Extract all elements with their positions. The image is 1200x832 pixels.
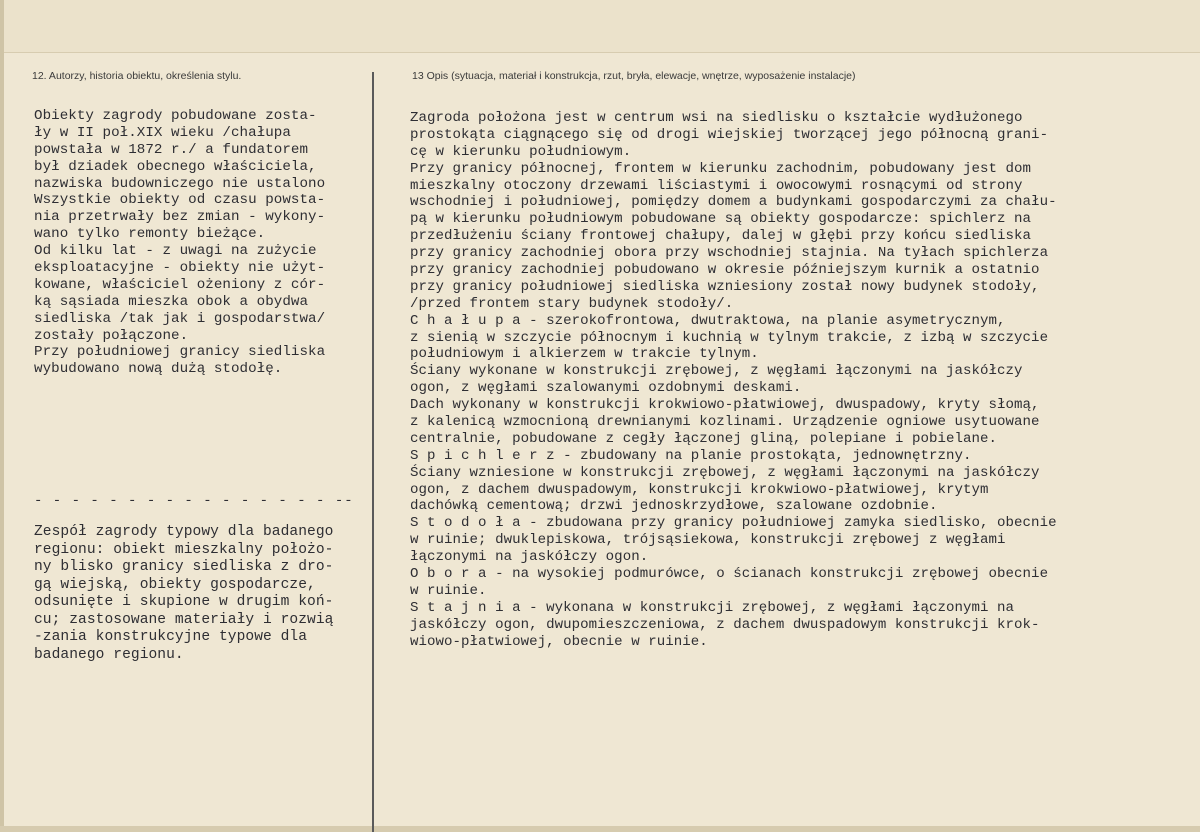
text-line: Obiekty zagrody pobudowane zosta-: [34, 108, 317, 124]
text-line: cę w kierunku południowym.: [410, 143, 632, 160]
text-line: cu; zastosowane materiały i rozwią: [34, 611, 334, 628]
left-paper-edge: [0, 0, 4, 832]
text-line: przy granicy zachodniej obora przy wschodniej stajnia. Na tyłach spichlerza: [410, 245, 1049, 262]
text-line: prostokąta ciągnącego się od drogi wiejskiej tworzącej jego północną grani-: [410, 126, 1049, 143]
description-text-block: [410, 110, 1057, 651]
text-line: gą wiejską, obiekty gospodarcze,: [34, 576, 316, 593]
text-line: S p i c h l e r z - zbudowany na planie prostokąta, jednownętrzny.: [410, 447, 972, 464]
text-line: łączonymi na jaskółczy ogon.: [410, 549, 649, 566]
text-line: nazwiska budowniczego nie ustalono: [34, 175, 326, 192]
section-13-heading: 13 Opis (sytuacja, materiał i konstrukcja, rzut, bryła, elewacje, wnętrze, wyposażenie instalacje): [412, 70, 856, 82]
text-line: siedliska /tak jak i gospodarstwa/: [34, 310, 326, 327]
text-line: z kalenicą wzmocnioną drewnianymi kozlinami. Urządzenie ogniowe usytuowane: [410, 414, 1040, 431]
column-divider: [372, 72, 374, 832]
text-line: kowane, właściciel ożeniony z cór-: [34, 276, 326, 293]
text-line: O b o r a - na wysokiej podmurówce, o ścianach konstrukcji zrębowej obecnie: [410, 566, 1049, 583]
text-line: Zespół zagrody typowy dla badanego: [34, 524, 334, 540]
history-text-block: [34, 108, 325, 378]
text-line: mieszkalny otoczony drzewami liściastymi i owocowymi rosnącymi od strony: [410, 177, 1023, 194]
text-line: Przy południowej granicy siedliska: [34, 344, 326, 361]
text-line: pą w kierunku południowym pobudowane są obiekty gospodarcze: spichlerz na: [410, 211, 1032, 228]
text-line: wschodniej i południowej, pomiędzy domem a budynkami gospodarczymi za chału-: [410, 194, 1057, 211]
text-line: ką sąsiada mieszka obok a obydwa: [34, 293, 309, 310]
separator-dashes: - - - - - - - - - - - - - - - - --: [34, 493, 354, 509]
text-line: /przed frontem stary budynek stodoły/.: [410, 295, 734, 312]
text-line: odsunięte i skupione w drugim koń-: [34, 594, 334, 610]
text-line: przy granicy południowej siedliska wzniesiony został nowy budynek stodoły,: [410, 278, 1040, 295]
text-line: ny blisko granicy siedliska z dro-: [34, 559, 334, 575]
text-line: Od kilku lat - z uwagi na zużycie: [34, 243, 317, 260]
text-line: wiowo-płatwiowej, obecnie w ruinie.: [410, 633, 708, 650]
text-line: Przy granicy północnej, frontem w kierunku zachodnim, pobudowany jest dom: [410, 160, 1032, 177]
text-line: Wszystkie obiekty od czasu powsta-: [34, 192, 326, 209]
text-line: Ściany wykonane w konstrukcji zrębowej, z węgłami łączonymi na jaskółczy: [410, 363, 1023, 380]
text-line: przedłużeniu ściany frontowej chałupy, dalej w głębi przy końcu siedliska: [410, 228, 1032, 245]
text-line: ogon, z węgłami szalowanymi ozdobnymi deskami.: [410, 380, 802, 397]
text-line: był dziadek obecnego właściciela,: [34, 158, 317, 175]
text-line: dachówką cementową; drzwi jednoskrzydłowe, szalowane ozdobnie.: [410, 498, 938, 515]
text-line: wybudowano nową dużą stodołę.: [34, 361, 283, 378]
section-12-heading: 12. Autorzy, historia obiektu, określenia stylu.: [32, 70, 242, 82]
text-line: -zania konstrukcyjne typowe dla: [34, 629, 308, 645]
text-line: ogon, z dachem dwuspadowym, konstrukcji krokwiowo-płatwiowej, krytym: [410, 481, 989, 498]
text-line: regionu: obiekt mieszkalny położo-: [34, 541, 334, 558]
text-line: badanego regionu.: [34, 646, 184, 663]
text-line: wano tylko remonty bieżące.: [34, 226, 266, 243]
text-line: jaskółczy ogon, dwupomieszczeniowa, z dachem dwuspadowym konstrukcji krok-: [410, 616, 1040, 633]
text-line: w ruinie.: [410, 582, 487, 599]
text-line: centralnie, pobudowane z cegły łączonej gliną, polepiane i pobielane.: [410, 430, 998, 447]
bottom-paper-edge: [0, 826, 1200, 832]
text-line: Zagroda położona jest w centrum wsi na siedlisku o kształcie wydłużonego: [410, 110, 1023, 126]
text-line: ły w II poł.XIX wieku /chałupa: [34, 124, 291, 141]
text-line: S t o d o ł a - zbudowana przy granicy południowej zamyka siedlisko, obecnie: [410, 515, 1057, 532]
text-line: Dach wykonany w konstrukcji krokwiowo-płatwiowej, dwuspadowy, kryty słomą,: [410, 397, 1040, 414]
text-line: południowym i alkierzem w trakcie tylnym.: [410, 346, 759, 363]
text-line: nia przetrwały bez zmian - wykony-: [34, 209, 326, 226]
text-line: Ściany wzniesione w konstrukcji zrębowej, z węgłami łączonymi na jaskółczy: [410, 464, 1040, 481]
text-line: powstała w 1872 r./ a fundatorem: [34, 141, 309, 158]
top-margin-strip: [0, 0, 1200, 53]
text-line: C h a ł u p a - szerokofrontowa, dwutraktowa, na planie asymetrycznym,: [410, 312, 1006, 329]
text-line: eksploatacyjne - obiekty nie użyt-: [34, 260, 326, 277]
text-line: z sienią w szczycie północnym i kuchnią w tylnym trakcie, z izbą w szczycie: [410, 329, 1049, 346]
text-line: przy granicy zachodniej pobudowano w okresie późniejszym kurnik a ostatnio: [410, 262, 1040, 279]
style-text-block: [34, 524, 333, 664]
text-line: zostały połączone.: [34, 327, 189, 344]
text-line: w ruinie; dwuklepiskowa, trójsąsiekowa, konstrukcji zrębowej z węgłami: [410, 532, 1006, 549]
text-line: S t a j n i a - wykonana w konstrukcji zrębowej, z węgłami łączonymi na: [410, 599, 1015, 616]
